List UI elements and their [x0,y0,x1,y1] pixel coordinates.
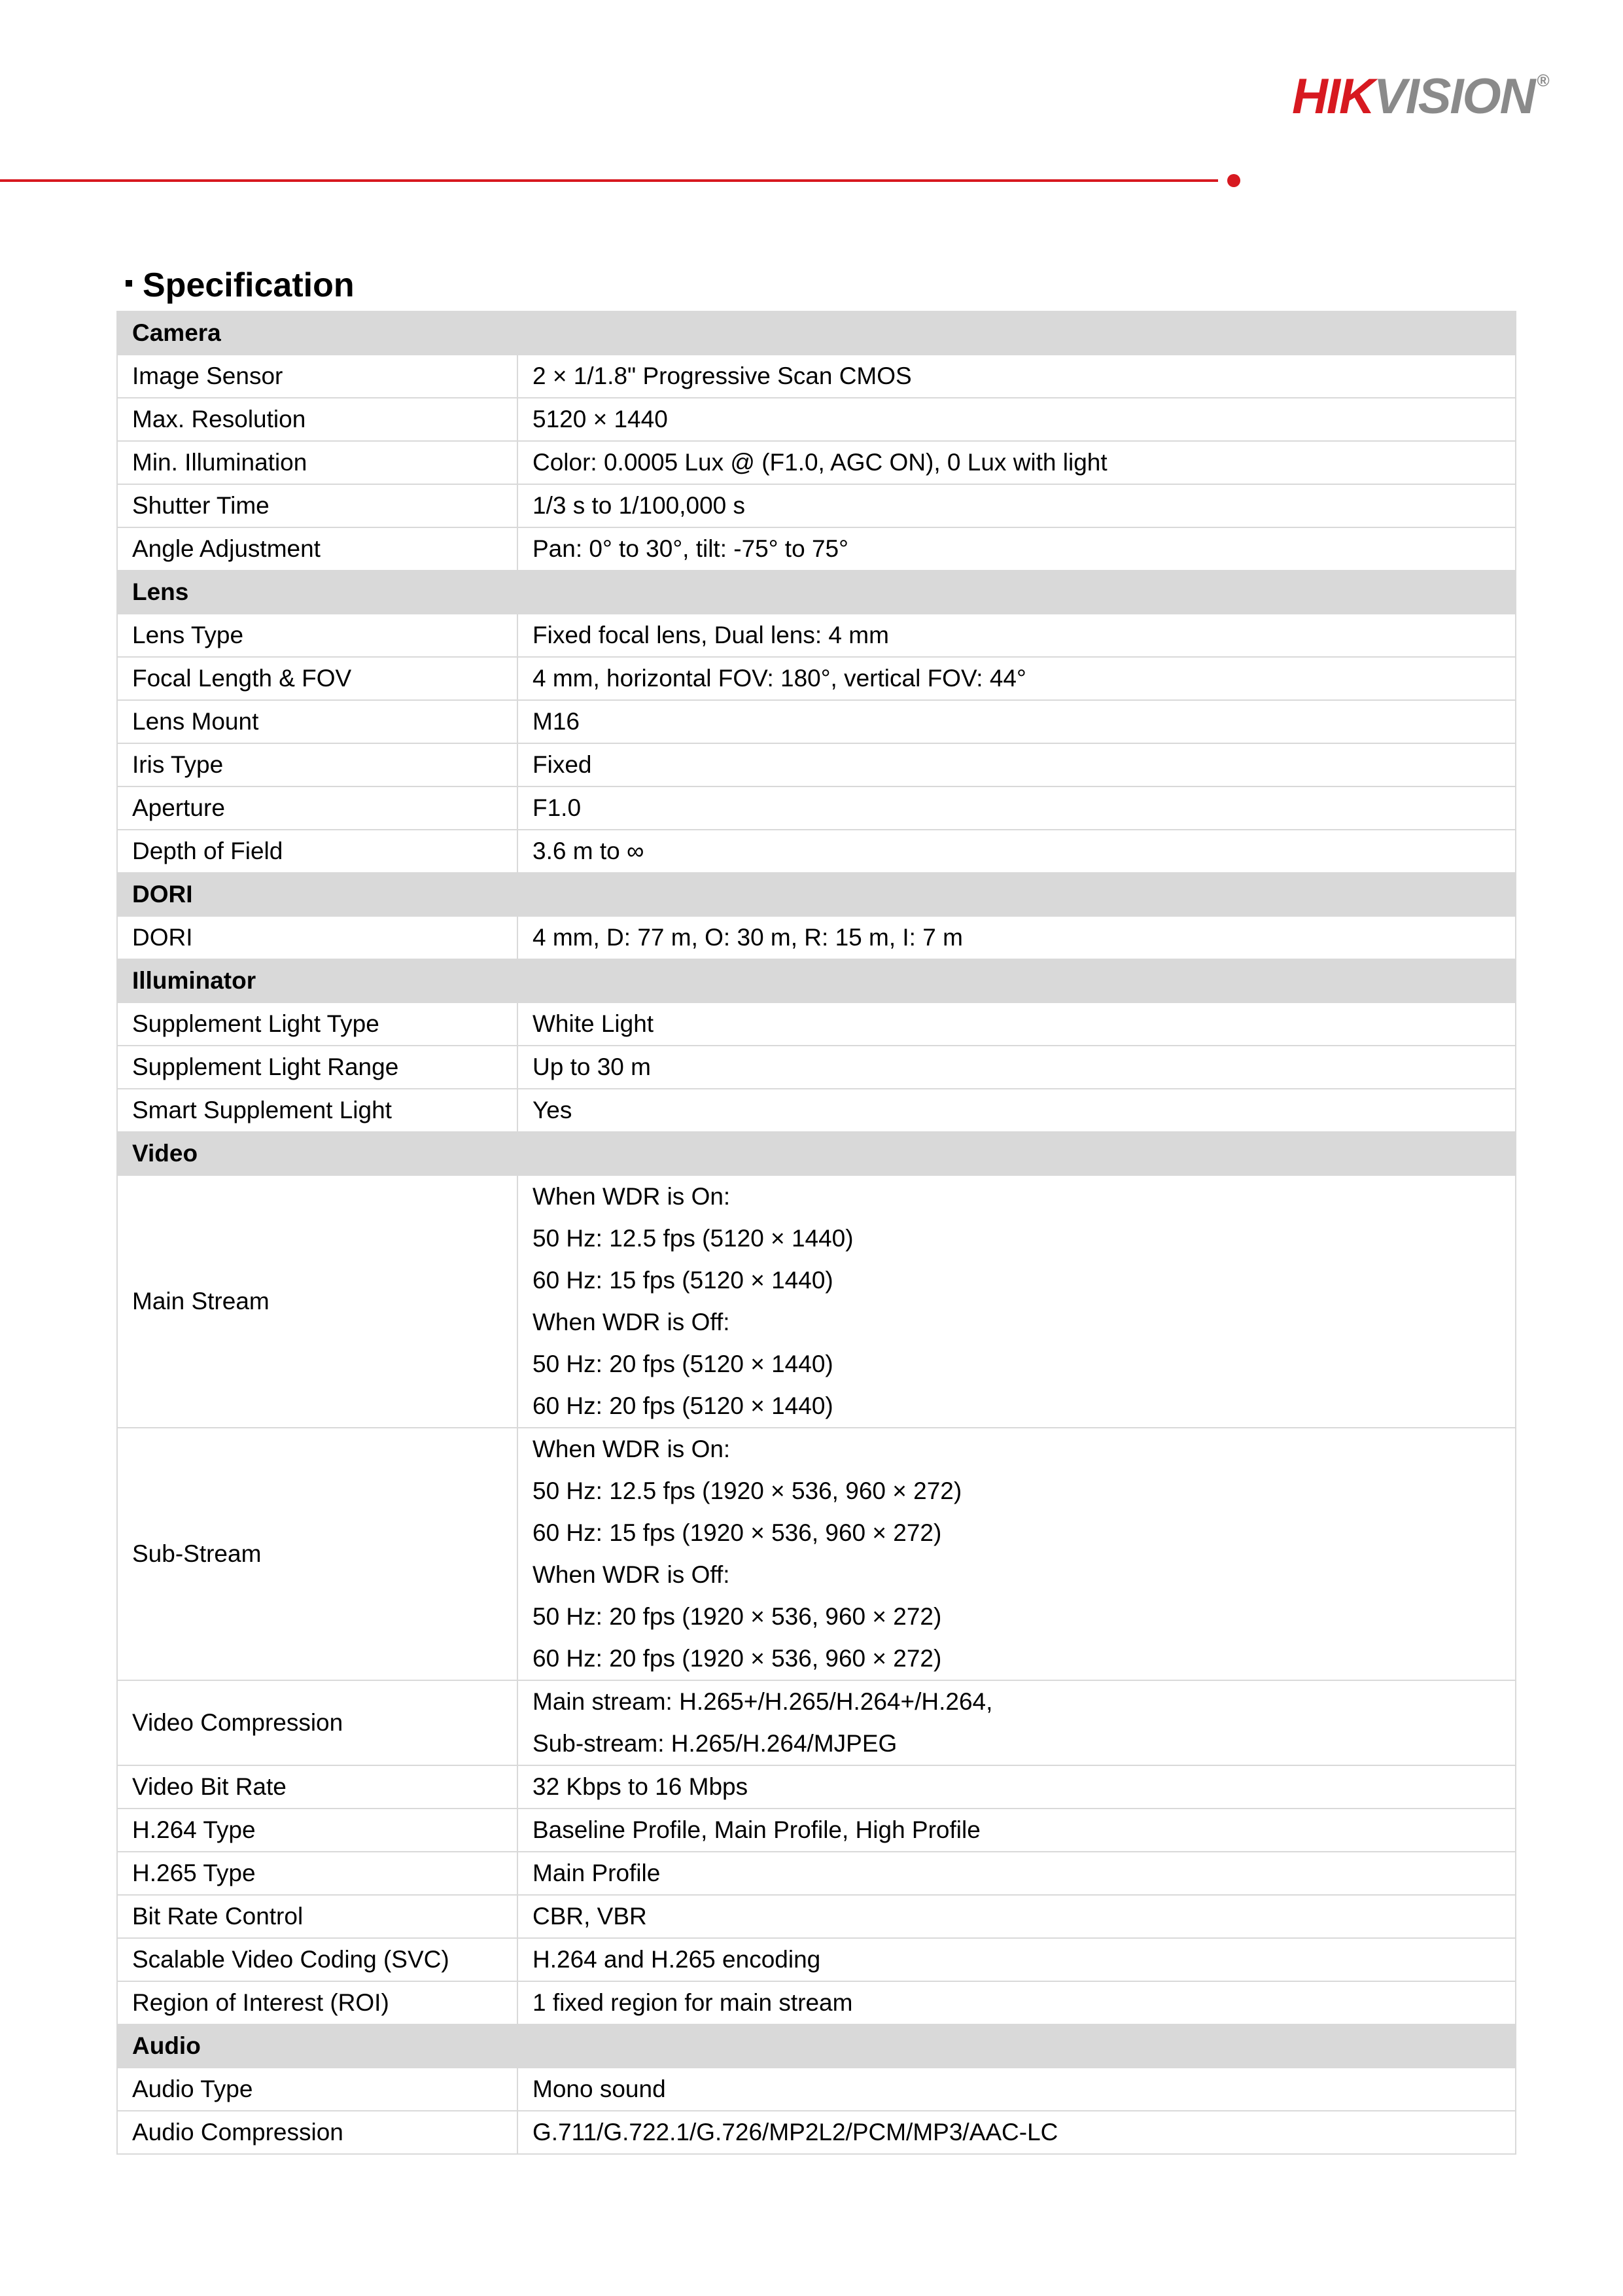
specification-table-body [117,311,1516,2154]
spec-value-line: 60 Hz: 20 fps (1920 × 536, 960 × 272) [532,1645,942,1672]
spec-value-line: Sub-stream: H.265/H.264/MJPEG [532,1730,898,1757]
spec-row [117,2111,1516,2154]
spec-value-line: 50 Hz: 12.5 fps (1920 × 536, 960 × 272) [532,1477,962,1504]
spec-label: Lens Mount [117,700,517,743]
spec-value [517,786,1516,830]
spec-label: Min. Illumination [117,441,517,484]
spec-value-line: 4 mm, horizontal FOV: 180°, vertical FOV: 44° [532,665,1026,692]
spec-value [517,1428,1516,1680]
spec-value [517,1680,1516,1765]
spec-row [117,1895,1516,1938]
spec-value [517,484,1516,527]
spec-row [117,657,1516,700]
spec-value-line: When WDR is Off: [532,1309,730,1335]
spec-row [117,355,1516,398]
spec-value [517,1852,1516,1895]
spec-label: Focal Length & FOV [117,657,517,700]
spec-row [117,484,1516,527]
spec-value [517,2111,1516,2154]
spec-value-line: Color: 0.0005 Lux @ (F1.0, AGC ON), 0 Lux with light [532,449,1108,476]
spec-value-line: When WDR is On: [532,1436,731,1462]
spec-row [117,1680,1516,1765]
spec-value [517,441,1516,484]
spec-label: Supplement Light Type [117,1002,517,1046]
spec-value-line: G.711/G.722.1/G.726/MP2L2/PCM/MP3/AAC-LC [532,2119,1058,2146]
spec-label: Lens Type [117,614,517,657]
spec-value-line: 1 fixed region for main stream [532,1989,853,2016]
spec-value-line: 50 Hz: 20 fps (1920 × 536, 960 × 272) [532,1603,942,1630]
section-header-row [117,959,1516,1002]
spec-row [117,1765,1516,1809]
section-title: Audio [117,2024,1516,2068]
spec-value [517,1981,1516,2024]
spec-value [517,1175,1516,1428]
specification-table [116,311,1516,2155]
spec-label: Sub-Stream [117,1428,517,1680]
spec-value-line: Fixed [532,751,592,778]
spec-label: Smart Supplement Light [117,1089,517,1132]
spec-row [117,1046,1516,1089]
section-title: Camera [117,311,1516,355]
spec-label: Supplement Light Range [117,1046,517,1089]
spec-value-line: 2 × 1/1.8" Progressive Scan CMOS [532,362,912,389]
spec-value-line: 4 mm, D: 77 m, O: 30 m, R: 15 m, I: 7 m [532,924,963,951]
spec-value [517,2068,1516,2111]
spec-value-line: Main Profile [532,1860,661,1886]
spec-value [517,830,1516,873]
spec-value-line: White Light [532,1010,654,1037]
spec-value-line: Mono sound [532,2075,666,2102]
spec-value [517,355,1516,398]
spec-label: Image Sensor [117,355,517,398]
registered-mark: ® [1537,71,1548,90]
spec-value [517,743,1516,786]
spec-value [517,527,1516,571]
spec-value-line: When WDR is On: [532,1183,731,1210]
spec-value [517,916,1516,959]
spec-row [117,527,1516,571]
spec-row [117,614,1516,657]
spec-label: Video Compression [117,1680,517,1765]
spec-row [117,2068,1516,2111]
spec-value [517,1046,1516,1089]
spec-value-line: Pan: 0° to 30°, tilt: -75° to 75° [532,535,848,562]
section-header-row [117,2024,1516,2068]
logo-vision-text: VISION [1373,69,1535,124]
spec-row [117,830,1516,873]
section-header-row [117,311,1516,355]
spec-value-line: 60 Hz: 15 fps (5120 × 1440) [532,1267,833,1294]
spec-value-line: 50 Hz: 20 fps (5120 × 1440) [532,1351,833,1377]
spec-value-line: H.264 and H.265 encoding [532,1946,821,1973]
spec-row [117,441,1516,484]
spec-row [117,700,1516,743]
spec-row [117,1175,1516,1428]
spec-row [117,916,1516,959]
spec-value-line: 5120 × 1440 [532,406,668,433]
spec-label: Audio Compression [117,2111,517,2154]
spec-label: Region of Interest (ROI) [117,1981,517,2024]
spec-row [117,1809,1516,1852]
spec-value-line: Fixed focal lens, Dual lens: 4 mm [532,622,889,648]
spec-value [517,1895,1516,1938]
spec-label: H.265 Type [117,1852,517,1895]
spec-label: Shutter Time [117,484,517,527]
spec-row [117,1089,1516,1132]
spec-row [117,1002,1516,1046]
spec-value-line: 60 Hz: 15 fps (1920 × 536, 960 × 272) [532,1519,942,1546]
header-divider-line [0,179,1218,182]
section-header-row [117,873,1516,916]
spec-row [117,1981,1516,2024]
spec-value-line: When WDR is Off: [532,1561,730,1588]
spec-label: Max. Resolution [117,398,517,441]
section-title: Illuminator [117,959,1516,1002]
spec-value [517,398,1516,441]
section-title: Video [117,1132,1516,1175]
spec-label: DORI [117,916,517,959]
spec-label: Iris Type [117,743,517,786]
spec-label: Bit Rate Control [117,1895,517,1938]
spec-value-line: CBR, VBR [532,1903,647,1930]
header-divider-dot [1227,174,1240,187]
spec-value [517,657,1516,700]
spec-value-line: M16 [532,708,580,735]
spec-row [117,1428,1516,1680]
spec-row [117,743,1516,786]
spec-value-line: Baseline Profile, Main Profile, High Profile [532,1816,981,1843]
page-title-text: Specification [143,266,355,304]
spec-value-line: Up to 30 m [532,1053,651,1080]
spec-value [517,1938,1516,1981]
spec-label: Scalable Video Coding (SVC) [117,1938,517,1981]
spec-value-line: 50 Hz: 12.5 fps (5120 × 1440) [532,1225,854,1252]
spec-value [517,1765,1516,1809]
spec-label: Audio Type [117,2068,517,2111]
spec-label: Depth of Field [117,830,517,873]
spec-label: H.264 Type [117,1809,517,1852]
page-title [126,268,355,302]
spec-value-line: 32 Kbps to 16 Mbps [532,1773,748,1800]
spec-value [517,614,1516,657]
spec-value-line: Main stream: H.265+/H.265/H.264+/H.264, [532,1688,993,1715]
square-bullet-icon [126,280,132,287]
spec-row [117,786,1516,830]
spec-value-line: Yes [532,1097,572,1123]
spec-value [517,700,1516,743]
spec-value [517,1089,1516,1132]
section-header-row [117,571,1516,614]
spec-value [517,1002,1516,1046]
spec-row [117,1852,1516,1895]
section-header-row [117,1132,1516,1175]
hikvision-logo [1292,69,1548,124]
logo-hik-text: HIK [1292,69,1374,124]
spec-row [117,398,1516,441]
section-title: Lens [117,571,1516,614]
spec-value-line: 1/3 s to 1/100,000 s [532,492,746,519]
spec-value [517,1809,1516,1852]
spec-label: Angle Adjustment [117,527,517,571]
spec-value-line: F1.0 [532,794,582,821]
spec-value-line: 60 Hz: 20 fps (5120 × 1440) [532,1392,833,1419]
spec-value-line: 3.6 m to ∞ [532,838,644,864]
spec-row [117,1938,1516,1981]
spec-label: Aperture [117,786,517,830]
spec-label: Main Stream [117,1175,517,1428]
spec-label: Video Bit Rate [117,1765,517,1809]
section-title: DORI [117,873,1516,916]
